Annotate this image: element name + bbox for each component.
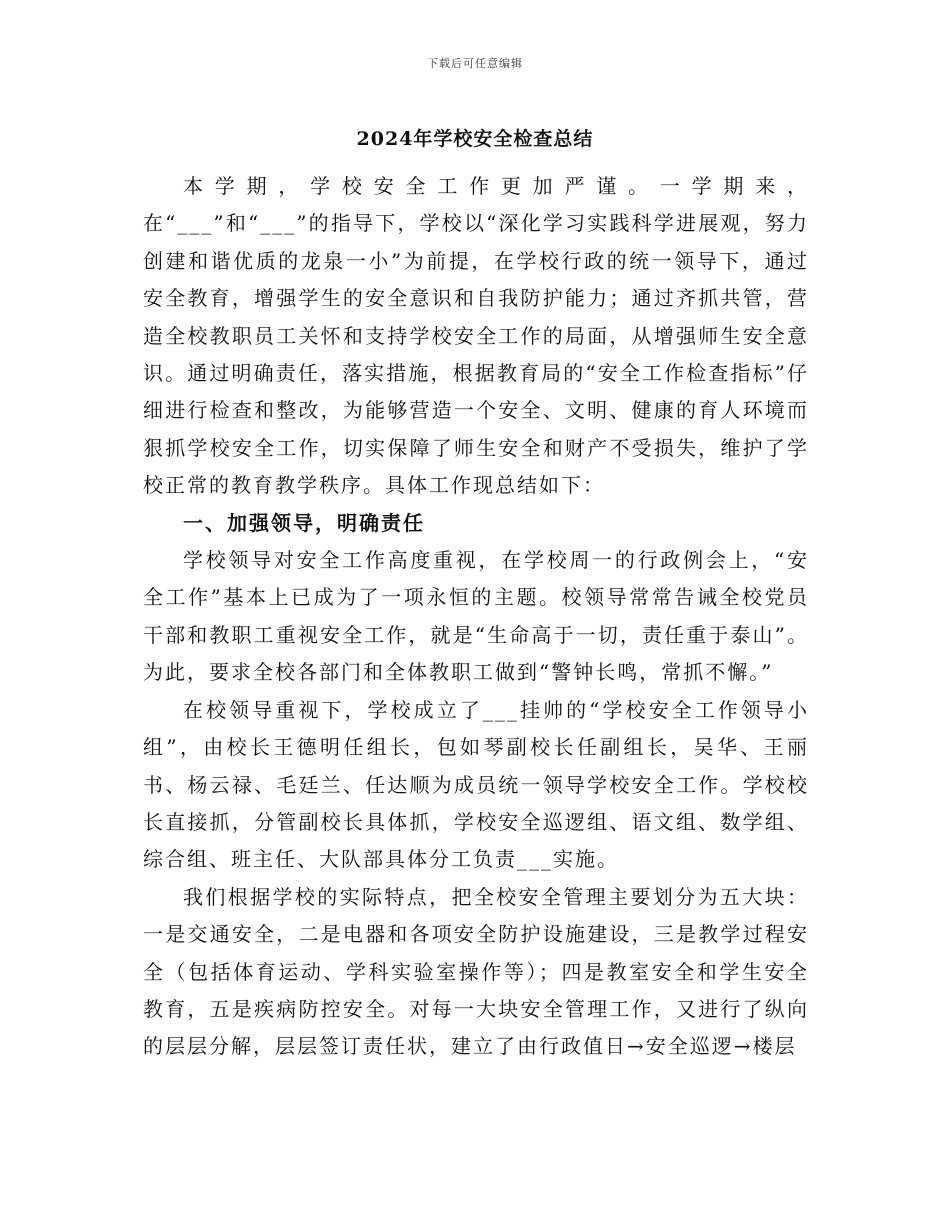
document-body xyxy=(143,168,809,1066)
paragraph-leadership: 学校领导对安全工作高度重视，在学校周一的行政例会上，“安全工作”基本上已成为了一项永恒的主题。校领导常常告诫全校党员干部和教职工重视安全工作，就是“生命高于一切，责任重于泰山”。为此，要求全校各部门和全体教职工做到“警钟长鸣，常抓不懈。” xyxy=(143,548,809,685)
paragraph-intro: 本学期，学校安全工作更加严谨。一学期来，在“___”和“___”的指导下，学校以“深化学习实践科学进展观，努力创建和谐优质的龙泉一小”为前提，在学校行政的统一领导下，通过安全教育，增强学生的安全意识和自我防护能力；通过齐抓共管，营造全校教职员工关怀和支持学校安全工作的局面，从增强师生安全意识。通过明确责任，落实措施，根据教育局的“安全工作检查指标”仔细进行检查和整改，为能够营造一个安全、文明、健康的育人环境而狠抓学校安全工作，切实保障了师生安全和财产不受损失，维护了学校正常的教育教学秩序。具体工作现总结如下： xyxy=(143,174,809,498)
page-header-note: 下载后可任意编辑 xyxy=(427,57,523,70)
paragraph-five-blocks: 我们根据学校的实际特点，把全校安全管理主要划分为五大块：一是交通安全，二是电器和各项安全防护设施建设，三是教学过程安全（包括体育运动、学科实验室操作等）；四是教室安全和学生安全教育，五是疾病防控安全。对每一大块安全管理工作，又进行了纵向的层层分解，层层签订责任状，建立了由行政值日→安全巡逻→楼层 xyxy=(143,884,809,1059)
paragraph-safety-group: 在校领导重视下，学校成立了___挂帅的“学校安全工作领导小组”，由校长王德明任组长，包如琴副校长任副组长，吴华、王丽书、杨云禄、毛廷兰、任达顺为成员统一领导学校安全工作。学校校长直接抓，分管副校长具体抓，学校安全巡逻组、语文组、数学组、综合组、班主任、大队部具体分工负责___实施。 xyxy=(143,697,809,872)
document-title: 2024年学校安全检查总结 xyxy=(356,128,594,150)
section-heading-1: 一、加强领导，明确责任 xyxy=(183,510,425,535)
